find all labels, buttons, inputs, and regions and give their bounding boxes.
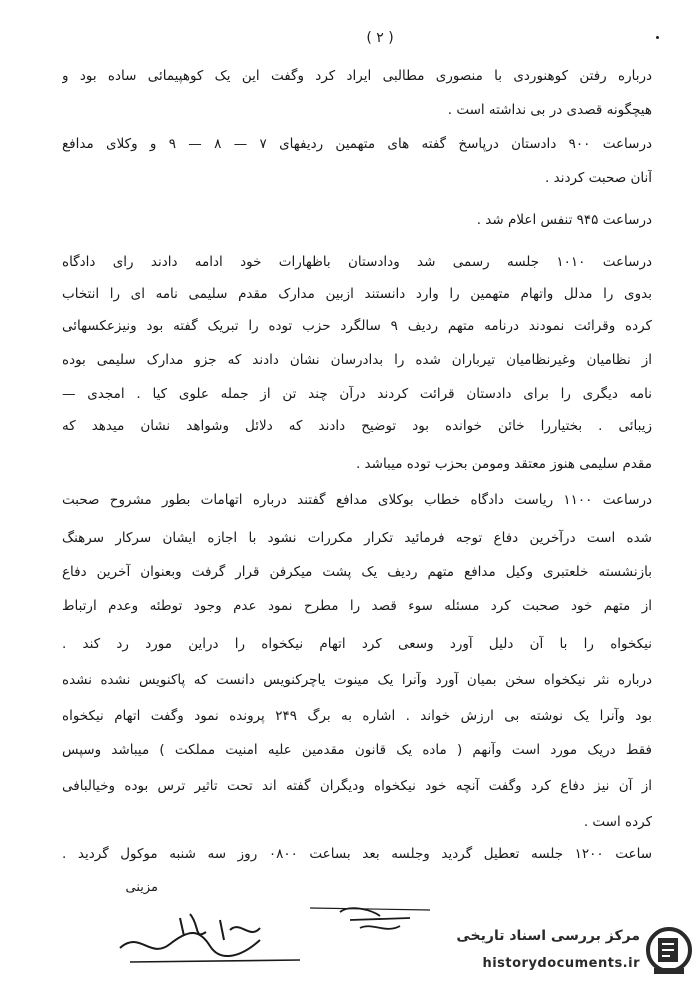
body-line-5: درساعت ۹۴۵ تنفس اعلام شد .: [476, 212, 652, 228]
body-line-20: فقط دریک مورد است وآنهم ( ماده یک قانون مقدمین علیه امنیت مملکت ) میباشد وسپس: [62, 742, 652, 758]
body-line-16: از متهم خود صحبت کرد مسئله سوء قصد را مطرح نمود عدم وجود توطئه وعدم ارتباط: [62, 598, 652, 614]
body-line-18: درباره نثر نیکخواه سخن بمیان آورد وآنرا یک مینوت یاچرکنویس دانست که پاکنویس نشده نشده: [62, 672, 652, 688]
signatory-name: مزینی: [125, 880, 158, 895]
handwritten-signature: [110, 900, 440, 980]
body-line-10: نامه دیگری را برای دادستان قرائت کردند درآن چند تن از جمله علوی کیا . امجدی —: [62, 386, 652, 402]
body-line-4: آنان صحبت کردند .: [545, 170, 652, 186]
body-line-2: هیچگونه قصدی در بی نداشته است .: [447, 102, 652, 118]
body-line-23: ساعت ۱۲۰۰ جلسه تعطیل گردید وجلسه بعد بساعت ۰۸۰۰ روز سه شنبه موکول گردید .: [62, 846, 652, 862]
body-line-3: درساعت ۹۰۰ دادستان درپاسخ گفته های متهمین ردیفهای ۷ — ۸ — ۹ و وکلای مدافع: [62, 136, 652, 152]
body-line-21: از آن نیز دفاع کرد وگفت آنچه خود نیکخواه ودیگران گفته اند تحت تاثیر ترس بوده وخیالبافی: [62, 778, 652, 794]
body-line-12: مقدم سلیمی هنوز معتقد ومومن بحزب توده میباشد .: [355, 456, 652, 472]
body-line-19: بود وآنرا یک نوشته بی ارزش خواند . اشاره به برگ ۲۴۹ پرونده نمود وگفت اتهام نیکخواه: [62, 708, 652, 724]
body-line-6: درساعت ۱۰۱۰ جلسه رسمی شد ودادستان باظهارات خود ادامه دادند رای دادگاه: [62, 254, 652, 270]
body-line-7: بدوی را مدلل واتهام متهمین را وارد دانستند ازبین مدارک مقدم سلیمی نامه ای را انتخاب: [62, 286, 652, 302]
body-line-15: بازنشسته خلعتبری وکیل مدافع متهم ردیف یک پشت میکرفن قرار گرفت وبعنوان آخرین دفاع: [62, 564, 652, 580]
archive-seal-icon: [644, 924, 694, 980]
body-line-9: از نظامیان وغیرنظامیان تیرباران شده را بدادرسان نشان دادند که جزو مدارک سلیمی بوده: [62, 352, 652, 368]
body-line-17: نیکخواه را با آن دلیل آورد وسعی کرد اتهام نیکخواه را دراین مورد رد کند .: [62, 636, 652, 652]
body-line-11: زیبائی . بختیاررا خائن خوانده بود توضیح دادند که دلائل وشواهد نشان میدهد که: [62, 418, 652, 434]
archive-url: historydocuments.ir: [482, 956, 640, 971]
body-line-14: شده است درآخرین دفاع توجه فرمائید تکرار مکررات نشود با اجازه ایشان سرکار سرهنگ: [62, 530, 652, 546]
archive-name: مرکز بررسی اسناد تاریخی: [456, 928, 640, 944]
body-line-8: کرده وقرائت نمودند درنامه متهم ردیف ۹ سالگرد حزب توده را تبریک گفته بود ونیزعکسهائی: [62, 318, 652, 334]
archive-watermark-logo: [408, 918, 698, 988]
margin-dot: [656, 36, 659, 39]
body-line-22: کرده است .: [583, 814, 652, 830]
body-line-1: درباره رفتن کوهنوردی با منصوری مطالبی ایراد کرد وگفت این یک کوهپیمائی ساده بود و: [62, 68, 652, 84]
page-number: ( ۲ ): [366, 30, 394, 46]
body-line-13: درساعت ۱۱۰۰ ریاست دادگاه خطاب بوکلای مدافع گفتند درباره اتهامات بطور مشروح صحبت: [62, 492, 652, 508]
